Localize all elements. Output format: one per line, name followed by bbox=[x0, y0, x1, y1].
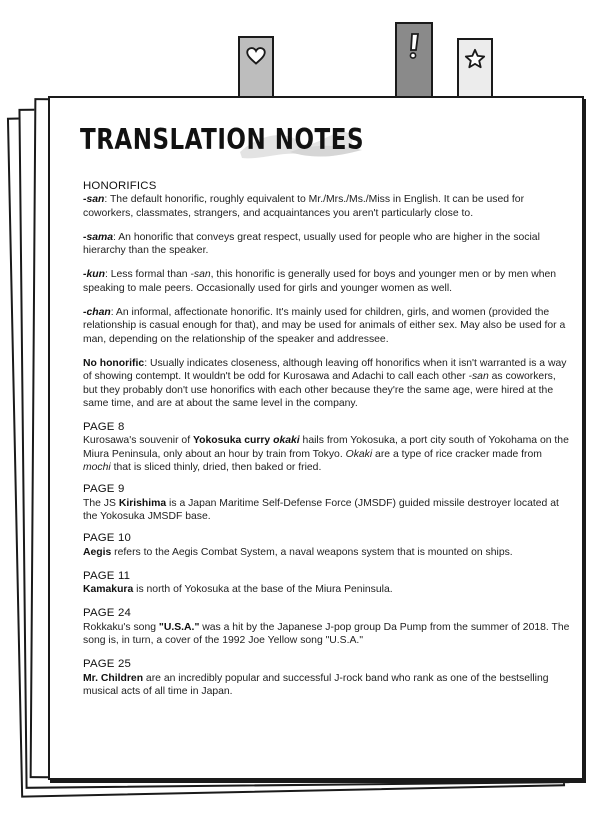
exclamation-bookmark-tab bbox=[395, 22, 433, 104]
note-page-8 bbox=[83, 434, 571, 474]
term-kun: -kun bbox=[83, 269, 105, 281]
note-kun-text-b: , this honorific is generally used for boys and younger men or by men when speaking to male peers. Occasionally used for girls and younger women as well. bbox=[83, 269, 557, 294]
term-san: -san bbox=[83, 194, 105, 206]
note-chan-text: : An informal, affectionate honorific. It's mainly used for children, girls, and women (provided the relationship is casual enough for that), and may be used for animals of either sex. May also be used for a man, depending on the relationship of the speaker and addressee. bbox=[83, 307, 566, 345]
note-sama bbox=[83, 231, 571, 258]
p24-text-1: Rokkaku's song bbox=[83, 621, 159, 633]
p8-bold: Yokosuka curry bbox=[193, 435, 274, 447]
star-bookmark-tab bbox=[457, 38, 493, 104]
term-sama: -sama bbox=[83, 231, 114, 243]
p25-bold: Mr. Children bbox=[83, 672, 144, 684]
p9-text-1: The JS bbox=[83, 497, 119, 509]
p25-text: are an incredibly popular and successful J-rock band who rank as one of the bestselling musical acts of all time in Japan. bbox=[83, 672, 549, 697]
page-8-heading: PAGE 8 bbox=[83, 421, 125, 434]
note-sama-text: : An honorific that conveys great respect, usually used for people who are higher in the social hierarchy than the speaker. bbox=[83, 231, 540, 257]
star-icon bbox=[464, 48, 486, 70]
p24-bold: "U.S.A." bbox=[158, 621, 200, 633]
page-title-block bbox=[80, 124, 365, 157]
page-10-heading: PAGE 10 bbox=[83, 532, 132, 545]
note-none-em: -san bbox=[468, 371, 489, 383]
note-san bbox=[83, 193, 571, 220]
note-page-11 bbox=[83, 583, 571, 596]
p8-italic-2: mochi bbox=[83, 462, 111, 474]
term-chan: -chan bbox=[83, 307, 111, 319]
p8-text-4: that is sliced thinly, dried, then baked or fried. bbox=[110, 462, 322, 474]
note-none-text-a: : Usually indicates closeness, although leaving off honorifics when it isn't warranted is a way of showing contempt. It wouldn't be odd for Kurosawa and Adachi to call each other bbox=[83, 357, 567, 383]
term-no-honorific: No honorific bbox=[83, 357, 145, 369]
p9-bold: Kirishima bbox=[118, 497, 167, 509]
page-title: TRANSLATION NOTES bbox=[80, 124, 365, 157]
heart-bookmark-tab bbox=[238, 36, 274, 104]
p11-text: is north of Yokosuka at the base of the Miura Peninsula. bbox=[133, 584, 393, 596]
honorifics-heading: HONORIFICS bbox=[83, 180, 157, 192]
p10-bold: Aegis bbox=[83, 546, 112, 558]
note-page-10 bbox=[83, 546, 571, 559]
page-24-heading: PAGE 24 bbox=[83, 607, 132, 620]
note-kun bbox=[83, 268, 571, 295]
p8-bold-italic: okaki bbox=[273, 435, 300, 447]
note-kun-em: -san bbox=[190, 269, 211, 281]
note-page-25 bbox=[83, 672, 571, 699]
note-page-24 bbox=[83, 621, 571, 648]
page-9-heading: PAGE 9 bbox=[83, 483, 125, 496]
exclamation-icon bbox=[406, 32, 422, 60]
p8-text-3: are a type of rice cracker made from bbox=[372, 448, 542, 460]
p24-text-2: was a hit by the Japanese J-pop group Da Pump from the summer of 2018. The song is, in turn, a cover of the 1992 Joe Yellow song "U.S.A." bbox=[83, 621, 570, 647]
note-san-text: : The default honorific, roughly equivalent to Mr./Mrs./Ms./Miss in English. It can be used for coworkers, classmates, strangers, and acquaintances you aren't particularly close to. bbox=[83, 194, 525, 219]
note-kun-text-a: : Less formal than bbox=[104, 269, 191, 281]
note-chan bbox=[83, 306, 571, 346]
p8-italic-1: Okaki bbox=[345, 448, 373, 460]
heart-icon bbox=[246, 46, 266, 66]
p11-bold: Kamakura bbox=[83, 584, 134, 596]
p8-text-2: hails from Yokosuka, a port city south of Yokohama on the Miura Peninsula, only about an hour by train from Tokyo. bbox=[83, 435, 569, 460]
notes-page bbox=[48, 96, 584, 780]
p8-text-1: Kurosawa's souvenir of bbox=[83, 435, 193, 447]
p10-text: refers to the Aegis Combat System, a naval weapons system that is mounted on ships. bbox=[111, 546, 513, 558]
page-11-heading: PAGE 11 bbox=[83, 569, 131, 582]
note-none-text-b: as coworkers, but they probably don't use honorifics with each other because they're the same age, were hired at the same time, and are at about the same level in the company. bbox=[83, 371, 556, 409]
notes-content bbox=[83, 180, 571, 698]
page-25-heading: PAGE 25 bbox=[83, 658, 132, 671]
note-no-honorific bbox=[83, 357, 571, 410]
p9-text-2: is a Japan Maritime Self-Defense Force (JMSDF) guided missile destroyer located at the Yokosuka JMSDF base. bbox=[83, 497, 559, 522]
note-page-9 bbox=[83, 497, 571, 524]
